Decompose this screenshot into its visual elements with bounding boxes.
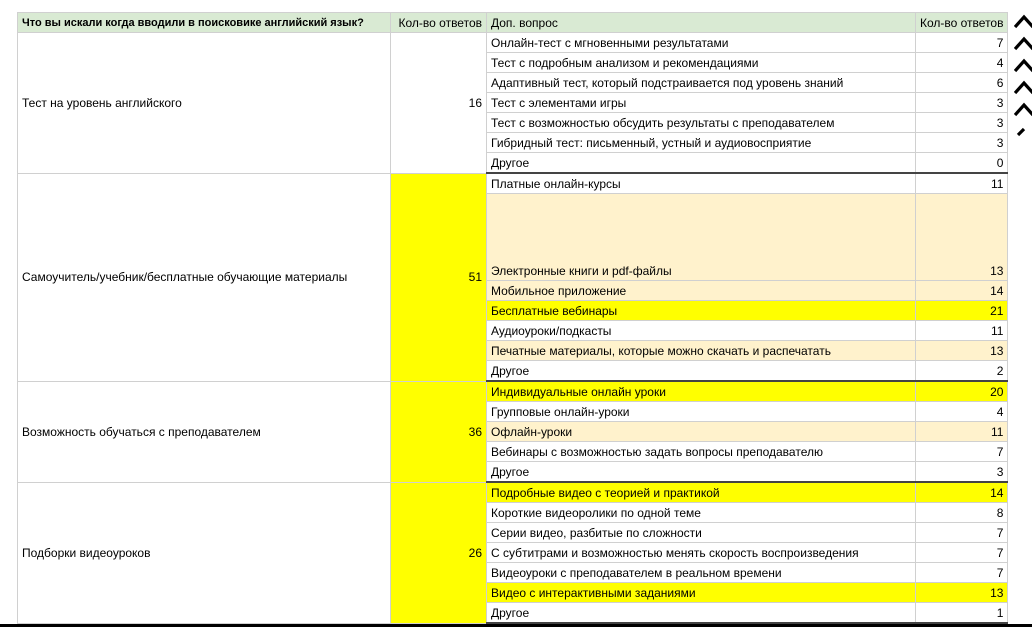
option-label-cell[interactable]: Электронные книги и pdf-файлы [487, 194, 916, 281]
option-count-cell[interactable]: 7 [916, 33, 1008, 53]
option-label-cell[interactable]: Онлайн-тест с мгновенными результатами [487, 33, 916, 53]
option-count-cell[interactable]: 4 [916, 53, 1008, 73]
option-label-cell[interactable]: Другое [487, 361, 916, 382]
option-count-cell[interactable]: 11 [916, 321, 1008, 341]
option-count-cell[interactable]: 14 [916, 482, 1008, 503]
option-label-cell[interactable]: Бесплатные вебинары [487, 301, 916, 321]
header-count[interactable]: Кол-во ответов [391, 13, 487, 33]
option-label-cell[interactable]: Гибридный тест: письменный, устный и аудиовосприятие [487, 133, 916, 153]
option-label-cell[interactable]: Печатные материалы, которые можно скачать и распечатать [487, 341, 916, 361]
category-cell[interactable]: Тест на уровень английского [18, 33, 391, 174]
option-count-cell[interactable]: 20 [916, 381, 1008, 402]
option-count-cell[interactable]: 7 [916, 442, 1008, 462]
option-label-cell[interactable]: С субтитрами и возможностью менять скорость воспроизведения [487, 543, 916, 563]
option-count-cell[interactable]: 7 [916, 563, 1008, 583]
category-total-cell[interactable]: 51 [391, 173, 487, 381]
category-total-cell[interactable]: 16 [391, 33, 487, 174]
category-cell[interactable]: Возможность обучаться с преподавателем [18, 381, 391, 482]
option-label-cell[interactable]: Групповые онлайн-уроки [487, 402, 916, 422]
option-count-cell[interactable]: 13 [916, 583, 1008, 603]
table-row [18, 33, 1008, 53]
table-row [18, 173, 1008, 194]
survey-table [17, 12, 1008, 624]
option-count-cell[interactable]: 7 [916, 523, 1008, 543]
option-label-cell[interactable]: Короткие видеоролики по одной теме [487, 503, 916, 523]
scroll-up-chevrons-icon[interactable] [1014, 10, 1032, 140]
category-total-cell[interactable]: 36 [391, 381, 487, 482]
option-label-cell[interactable]: Тест с подробным анализом и рекомендациями [487, 53, 916, 73]
option-count-cell[interactable]: 21 [916, 301, 1008, 321]
option-label-cell[interactable]: Вебинары с возможностью задать вопросы преподавателю [487, 442, 916, 462]
option-count-cell[interactable]: 11 [916, 173, 1008, 194]
option-count-cell[interactable]: 7 [916, 543, 1008, 563]
table-row [18, 381, 1008, 402]
option-count-cell[interactable]: 3 [916, 462, 1008, 483]
option-label-cell[interactable]: Видеоуроки с преподавателем в реальном времени [487, 563, 916, 583]
option-label-cell[interactable]: Подробные видео с теорией и практикой [487, 482, 916, 503]
option-count-cell[interactable]: 0 [916, 153, 1008, 174]
option-count-cell[interactable]: 3 [916, 113, 1008, 133]
option-count-cell[interactable]: 14 [916, 281, 1008, 301]
option-label-cell[interactable]: Мобильное приложение [487, 281, 916, 301]
option-count-cell[interactable]: 3 [916, 133, 1008, 153]
option-count-cell[interactable]: 6 [916, 73, 1008, 93]
category-cell[interactable]: Подборки видеоуроков [18, 482, 391, 623]
option-label-cell[interactable]: Индивидуальные онлайн уроки [487, 381, 916, 402]
option-label-cell[interactable]: Видео с интерактивными заданиями [487, 583, 916, 603]
option-label-cell[interactable]: Платные онлайн-курсы [487, 173, 916, 194]
table-row [18, 482, 1008, 503]
option-count-cell[interactable]: 11 [916, 422, 1008, 442]
option-label-cell[interactable]: Офлайн-уроки [487, 422, 916, 442]
category-cell[interactable]: Самоучитель/учебник/бесплатные обучающие материалы [18, 173, 391, 381]
option-count-cell[interactable]: 2 [916, 361, 1008, 382]
option-count-cell[interactable]: 13 [916, 194, 1008, 281]
table-body [18, 33, 1008, 624]
option-label-cell[interactable]: Серии видео, разбитые по сложности [487, 523, 916, 543]
option-label-cell[interactable]: Другое [487, 153, 916, 174]
option-label-cell[interactable]: Аудиоуроки/подкасты [487, 321, 916, 341]
header-sub-count[interactable]: Кол-во ответов [916, 13, 1008, 33]
option-count-cell[interactable]: 3 [916, 93, 1008, 113]
option-count-cell[interactable]: 1 [916, 603, 1008, 624]
category-total-cell[interactable]: 26 [391, 482, 487, 623]
option-label-cell[interactable]: Тест с элементами игры [487, 93, 916, 113]
option-count-cell[interactable]: 8 [916, 503, 1008, 523]
option-count-cell[interactable]: 4 [916, 402, 1008, 422]
header-question[interactable]: Что вы искали когда вводили в поисковике английский язык? [18, 13, 391, 33]
option-label-cell[interactable]: Тест с возможностью обсудить результаты с преподавателем [487, 113, 916, 133]
header-sub-question[interactable]: Доп. вопрос [487, 13, 916, 33]
option-label-cell[interactable]: Другое [487, 603, 916, 624]
option-label-cell[interactable]: Адаптивный тест, который подстраивается под уровень знаний [487, 73, 916, 93]
option-label-cell[interactable]: Другое [487, 462, 916, 483]
header-row [18, 13, 1008, 33]
option-count-cell[interactable]: 13 [916, 341, 1008, 361]
